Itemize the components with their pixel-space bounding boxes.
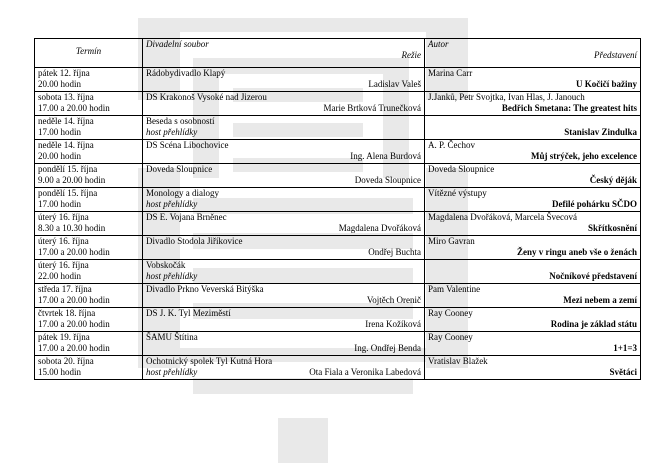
ensemble-text: Doveda Sloupnice	[146, 164, 213, 174]
time-text: 17.00 a 20.00 hodin	[38, 103, 110, 113]
table-row	[35, 140, 641, 164]
time-text: 17.00 a 20.00 hodin	[38, 319, 110, 329]
director-text: Doveda Sloupnice	[354, 175, 421, 185]
date-cell	[35, 140, 143, 164]
header-author-label: Autor	[428, 39, 449, 49]
time-text: 17.00 hodin	[38, 127, 82, 137]
director-text: host přehlídky	[146, 199, 198, 209]
date-cell	[35, 164, 143, 188]
ensemble-text: DS E. Vojana Brněnec	[146, 212, 227, 222]
table-row	[35, 284, 641, 308]
date-cell	[35, 260, 143, 284]
date-text: sobota 13. října	[38, 92, 94, 102]
author-text: Ray Cooney	[428, 308, 473, 318]
ensemble-text: Rádobydivadlo Klapý	[146, 68, 226, 78]
time-text: 17.00 hodin	[38, 199, 82, 209]
author-cell	[425, 92, 641, 116]
time-text: 20.00 hodin	[38, 151, 82, 161]
ensemble-cell	[143, 236, 425, 260]
date-cell	[35, 188, 143, 212]
performance-title: Defilé pohárku SČDO	[551, 199, 637, 209]
date-text: úterý 16. října	[38, 260, 89, 270]
author-cell	[425, 140, 641, 164]
author-text: Pam Valentine	[428, 284, 481, 294]
director-text: Vojtěch Orenič	[366, 295, 421, 305]
time-text: 9.00 a 20.00 hodin	[38, 175, 106, 185]
date-cell	[35, 284, 143, 308]
ensemble-text: ŠAMU Štítina	[146, 332, 198, 342]
author-text: J.Janků, Petr Svojtka, Ivan Hlas, J. Janouch	[428, 92, 585, 102]
schedule-rows	[35, 68, 641, 380]
director-text: Ondřej Buchta	[368, 247, 421, 257]
table-row	[35, 356, 641, 380]
performance-title: U Kočičí bažiny	[576, 79, 637, 89]
director-text: Irena Kožíková	[365, 319, 421, 329]
header-author-cell	[425, 39, 641, 68]
director-text: Ota Fiala a Veronika Labedová	[309, 367, 421, 377]
author-cell	[425, 356, 641, 380]
director-text: Magdalena Dvořáková	[338, 223, 421, 233]
header-date-label: Termín	[75, 46, 102, 56]
performance-title: Ženy v ringu aneb vše o ženách	[516, 247, 637, 257]
author-cell	[425, 260, 641, 284]
table-row	[35, 116, 641, 140]
author-cell	[425, 212, 641, 236]
performance-title: Skřítkosnění	[587, 223, 637, 233]
author-text: Marina Carr	[428, 68, 473, 78]
author-cell	[425, 284, 641, 308]
author-cell	[425, 236, 641, 260]
performance-title: Rodina je základ státu	[550, 319, 637, 329]
table-row	[35, 92, 641, 116]
table-header-row	[35, 39, 641, 68]
table-row	[35, 236, 641, 260]
ensemble-cell	[143, 116, 425, 140]
time-text: 17.00 a 20.00 hodin	[38, 343, 110, 353]
date-text: úterý 16. října	[38, 236, 89, 246]
header-director-label: Režie	[401, 50, 421, 60]
director-text: Ing. Alena Burdová	[350, 151, 421, 161]
ensemble-text: Divadlo Stodola Jiříkovice	[146, 236, 243, 246]
author-cell	[425, 68, 641, 92]
director-text: Marie Brtková Trunečková	[323, 103, 421, 113]
table-row	[35, 212, 641, 236]
performance-title: Světáci	[609, 367, 637, 377]
author-cell	[425, 332, 641, 356]
ensemble-cell	[143, 308, 425, 332]
date-cell	[35, 356, 143, 380]
author-text	[428, 116, 637, 127]
ensemble-cell	[143, 356, 425, 380]
header-ensemble-cell	[143, 39, 425, 68]
author-text	[428, 260, 637, 271]
director-text: host přehlídky	[146, 271, 198, 281]
ensemble-text: Beseda s osobností	[146, 116, 215, 126]
header-ensemble-label: Divadelní soubor	[146, 39, 209, 49]
table-row	[35, 68, 641, 92]
director-text: Ladislav Valeš	[368, 79, 421, 89]
author-text: Doveda Sloupnice	[428, 164, 495, 174]
ensemble-cell	[143, 68, 425, 92]
date-text: pondělí 15. října	[38, 188, 98, 198]
author-text: Ray Cooney	[428, 332, 473, 342]
ensemble-text: DS J. K. Tyl Meziměstí	[146, 308, 231, 318]
author-cell	[425, 188, 641, 212]
ensemble-cell	[143, 188, 425, 212]
date-cell	[35, 68, 143, 92]
performance-title: Mezi nebem a zemí	[563, 295, 637, 305]
performance-title: Nočníkové představení	[549, 271, 637, 281]
date-cell	[35, 332, 143, 356]
table-row	[35, 188, 641, 212]
ensemble-text: DS Krakonoš Vysoké nad Jizerou	[146, 92, 267, 102]
time-text: 15.00 hodin	[38, 367, 82, 377]
date-text: úterý 16. října	[38, 212, 89, 222]
time-text: 17.00 a 20.00 hodin	[38, 247, 110, 257]
author-text: Vratislav Blažek	[428, 356, 488, 366]
author-cell	[425, 116, 641, 140]
ensemble-cell	[143, 284, 425, 308]
ensemble-text: Monology a dialogy	[146, 188, 219, 198]
performance-title: Bedřich Smetana: The greatest hits	[501, 103, 637, 113]
ensemble-text: Ochotnický spolek Tyl Kutná Hora	[146, 356, 273, 366]
ensemble-cell	[143, 212, 425, 236]
ensemble-cell	[143, 92, 425, 116]
performance-title: 1+1=3	[613, 343, 637, 353]
ensemble-text: DS Scéna Libochovice	[146, 140, 229, 150]
header-title-label: Představení	[594, 50, 637, 60]
date-text: sobota 20. října	[38, 356, 94, 366]
table-row	[35, 260, 641, 284]
ensemble-cell	[143, 332, 425, 356]
ensemble-note: host přehlídky	[146, 367, 198, 377]
date-cell	[35, 92, 143, 116]
performance-title: Český děják	[589, 175, 637, 185]
time-text: 17.00 a 20.00 hodin	[38, 295, 110, 305]
ensemble-cell	[143, 164, 425, 188]
author-text: Magdalena Dvořáková, Marcela Švecová	[428, 212, 577, 222]
director-text: host přehlídky	[146, 127, 198, 137]
director-text: Ing. Ondřej Benda	[354, 343, 421, 353]
author-text: Miro Gavran	[428, 236, 475, 246]
performance-title: Stanislav Zindulka	[564, 127, 637, 137]
date-text: neděle 14. října	[38, 116, 94, 126]
time-text: 20.00 hodin	[38, 79, 82, 89]
date-text: neděle 14. října	[38, 140, 94, 150]
table-row	[35, 164, 641, 188]
ensemble-cell	[143, 140, 425, 164]
table-row	[35, 308, 641, 332]
performance-title: Můj strýček, jeho excelence	[531, 151, 637, 161]
time-text: 22.00 hodin	[38, 271, 82, 281]
header-date-cell	[35, 39, 143, 68]
author-text: Vítězné výstupy	[428, 188, 487, 198]
ensemble-cell	[143, 260, 425, 284]
schedule-table	[34, 38, 641, 380]
date-cell	[35, 116, 143, 140]
date-cell	[35, 236, 143, 260]
author-text: A. P. Čechov	[428, 140, 475, 150]
ensemble-text: Divadlo Prkno Veverská Bitýška	[146, 284, 264, 294]
author-cell	[425, 308, 641, 332]
date-cell	[35, 308, 143, 332]
time-text: 8.30 a 10.30 hodin	[38, 223, 106, 233]
date-text: pondělí 15. října	[38, 164, 98, 174]
date-text: pátek 12. října	[38, 68, 90, 78]
date-cell	[35, 212, 143, 236]
date-text: čtvrtek 18. října	[38, 308, 96, 318]
date-text: středa 17. října	[38, 284, 92, 294]
date-text: pátek 19. října	[38, 332, 90, 342]
author-cell	[425, 164, 641, 188]
ensemble-text: Vobskočák	[146, 260, 186, 270]
table-row	[35, 332, 641, 356]
